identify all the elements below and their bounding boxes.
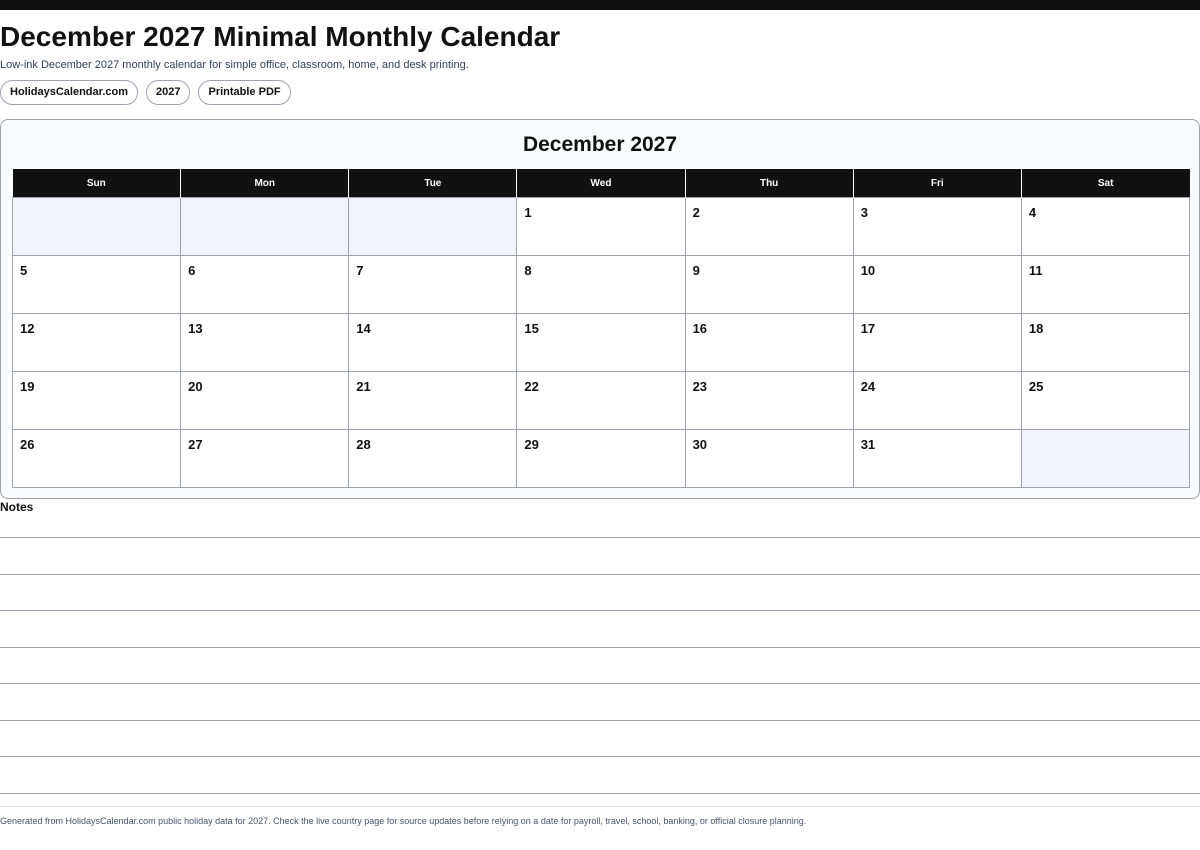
day-cell <box>685 198 853 256</box>
day-number: 1 <box>524 205 532 220</box>
top-bar <box>0 0 1200 10</box>
day-number: 30 <box>692 437 708 452</box>
day-number: 7 <box>356 263 364 278</box>
day-number: 29 <box>524 437 539 452</box>
day-number: 4 <box>1028 205 1037 220</box>
day-number: 17 <box>860 321 876 336</box>
weekday-header: Mon <box>181 169 349 198</box>
weekday-header: Sat <box>1021 169 1189 198</box>
calendar-month-title: December 2027 <box>522 133 678 156</box>
calendar-week-row <box>13 256 1190 314</box>
calendar-card <box>0 119 1200 499</box>
day-number: 23 <box>692 379 708 394</box>
day-cell <box>853 430 1021 488</box>
calendar-week-row <box>13 372 1190 430</box>
printable-pdf-chip[interactable]: Printable PDF <box>198 80 290 105</box>
day-number: 9 <box>692 263 700 278</box>
day-cell <box>853 372 1021 430</box>
notes-line <box>0 793 1200 794</box>
day-cell <box>181 256 349 314</box>
day-cell <box>181 430 349 488</box>
weekday-header: Thu <box>685 169 853 198</box>
year-2027-chip[interactable]: 2027 <box>146 80 190 105</box>
notes-label: Notes <box>0 500 34 514</box>
day-number: 13 <box>188 321 203 336</box>
day-cell <box>853 314 1021 372</box>
day-number: 25 <box>1028 379 1044 394</box>
day-number: 8 <box>524 263 532 278</box>
page-subtitle: Low-ink December 2027 monthly calendar for simple office, classroom, home, and desk printing. <box>0 59 469 71</box>
weekday-header: Fri <box>853 169 1021 198</box>
day-cell <box>1021 198 1189 256</box>
day-cell <box>1021 372 1189 430</box>
day-cell <box>853 256 1021 314</box>
day-cell <box>517 314 685 372</box>
day-cell <box>1021 314 1189 372</box>
day-cell <box>685 430 853 488</box>
day-number: 15 <box>524 321 539 336</box>
day-number: 19 <box>20 379 35 394</box>
empty-day-cell <box>349 198 517 256</box>
calendar-body <box>13 198 1190 488</box>
day-number: 12 <box>20 321 35 336</box>
notes-line <box>0 537 1200 538</box>
day-cell <box>517 372 685 430</box>
calendar-week-row <box>13 198 1190 256</box>
calendar-week-row <box>13 314 1190 372</box>
day-number: 28 <box>356 437 371 452</box>
weekday-header: Sun <box>13 169 181 198</box>
day-cell <box>517 430 685 488</box>
day-number: 6 <box>188 263 196 278</box>
day-number: 26 <box>20 437 35 452</box>
day-cell <box>13 256 181 314</box>
empty-day-cell <box>1021 430 1189 488</box>
weekday-header: Wed <box>517 169 685 198</box>
weekday-header: Tue <box>349 169 517 198</box>
day-cell <box>13 372 181 430</box>
footer-divider <box>0 806 1200 807</box>
day-number: 16 <box>692 321 708 336</box>
footer-note: Generated from HolidaysCalendar.com public holiday data for 2027. Check the live country page for source updates before relying on a date for payroll, travel, school, banking, or official closure planning. <box>0 816 807 826</box>
page-title: December 2027 Minimal Monthly Calendar <box>0 21 561 52</box>
day-number: 27 <box>188 437 203 452</box>
day-number: 31 <box>860 437 876 452</box>
calendar-week-row <box>13 430 1190 488</box>
notes-line <box>0 647 1200 648</box>
day-number: 14 <box>356 321 371 336</box>
day-cell <box>685 372 853 430</box>
day-number: 3 <box>860 205 868 220</box>
day-number: 2 <box>692 205 700 220</box>
notes-line <box>0 574 1200 575</box>
day-cell <box>181 372 349 430</box>
holidayscalendar-link-chip[interactable]: HolidaysCalendar.com <box>0 80 138 105</box>
calendar-grid <box>12 169 1190 488</box>
day-cell <box>853 198 1021 256</box>
day-cell <box>685 256 853 314</box>
day-cell <box>349 314 517 372</box>
day-cell <box>349 372 517 430</box>
day-number: 11 <box>1028 263 1043 278</box>
day-cell <box>1021 256 1189 314</box>
notes-line <box>0 610 1200 611</box>
day-number: 18 <box>1028 321 1044 336</box>
day-cell <box>685 314 853 372</box>
weekday-header-row <box>13 169 1190 198</box>
day-number: 5 <box>20 263 28 278</box>
notes-line <box>0 756 1200 757</box>
day-cell <box>349 256 517 314</box>
day-cell <box>13 314 181 372</box>
notes-line <box>0 720 1200 721</box>
empty-day-cell <box>13 198 181 256</box>
day-number: 10 <box>860 263 876 278</box>
notes-line <box>0 683 1200 684</box>
day-cell <box>13 430 181 488</box>
day-cell <box>181 314 349 372</box>
day-cell <box>517 198 685 256</box>
day-number: 20 <box>188 379 203 394</box>
chip-row <box>0 80 291 105</box>
day-number: 21 <box>356 379 371 394</box>
day-cell <box>517 256 685 314</box>
empty-day-cell <box>181 198 349 256</box>
day-cell <box>349 430 517 488</box>
day-number: 24 <box>860 379 876 394</box>
day-number: 22 <box>524 379 539 394</box>
